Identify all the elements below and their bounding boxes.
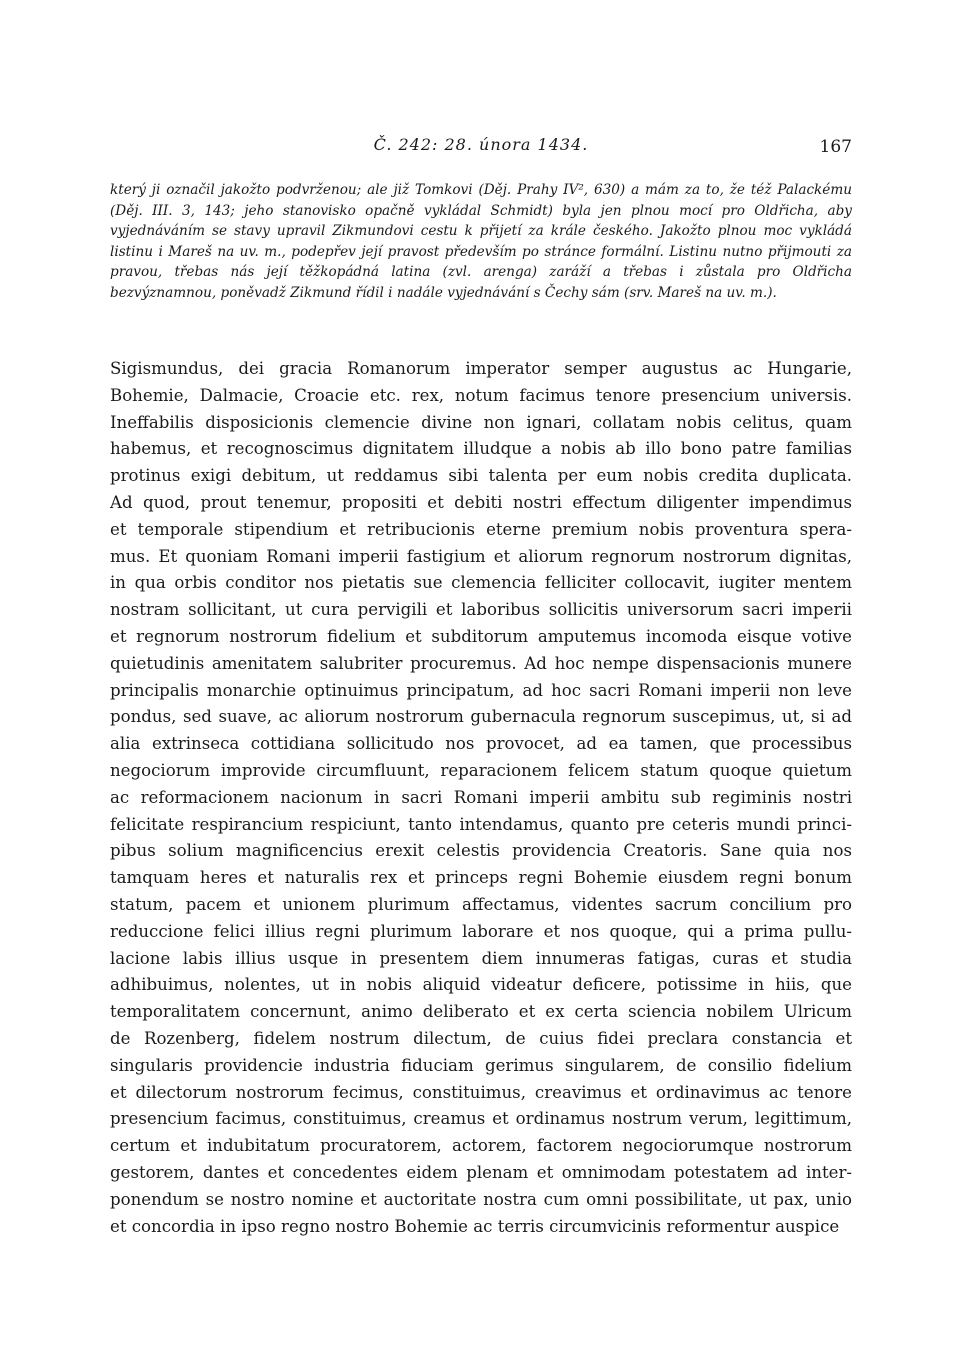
body-line: adhibuimus, nolentes, ut in nobis aliquid videatur deficere, potissime in hiis, que bbox=[110, 975, 852, 995]
body-line: Bohemie, Dalmacie, Croacie etc. rex, notum facimus tenore presencium universis. bbox=[110, 385, 852, 405]
body-line: tamquam heres et naturalis rex et princeps regni Bohemie eiusdem regni bonum bbox=[110, 868, 852, 888]
body-line: alia extrinseca cottidiana sollicitudo nos provocet, ad ea tamen, que processibus bbox=[110, 734, 852, 754]
body-line: negociorum improvide circumfluunt, reparacionem felicem statum quoque quietum bbox=[110, 760, 852, 780]
body-line: et regnorum nostrorum fidelium et subditorum amputemus incomoda eisque votive bbox=[110, 626, 852, 646]
body-line: presencium facimus, constituimus, creamus et ordinamus nostrum verum, legittimum, bbox=[110, 1109, 852, 1129]
body-line: singularis providencie industria fiduciam gerimus singularem, de consilio fidelium bbox=[110, 1055, 852, 1075]
document-body bbox=[110, 356, 852, 1240]
body-line: gestorem, dantes et concedentes eidem plenam et omnimodam potestatem ad inter- bbox=[110, 1162, 852, 1182]
body-line: quietudinis amenitatem salubriter procuremus. Ad hoc nempe dispensacionis munere bbox=[110, 653, 852, 673]
body-line: et concordia in ipso regno nostro Bohemie ac terris circumvicinis reformentur auspice bbox=[110, 1216, 840, 1236]
body-line: reduccione felici illius regni plurimum laborare et nos quoque, qui a prima pullu- bbox=[110, 921, 852, 941]
body-line: Ineffabilis disposicionis clemencie divine non ignari, collatam nobis celitus, quam bbox=[110, 412, 852, 432]
body-line: et dilectorum nostrorum fecimus, constituimus, creavimus et ordinavimus ac tenore bbox=[110, 1082, 852, 1102]
body-line: lacione labis illius usque in presentem diem innumeras fatigas, curas et studia bbox=[110, 948, 852, 968]
body-line: protinus exigi debitum, ut reddamus sibi talenta per eum nobis credita duplicata. bbox=[110, 466, 852, 486]
body-line: mus. Et quoniam Romani imperii fastigium et aliorum regnorum nostrorum dignitas, bbox=[110, 546, 852, 566]
body-line: et temporale stipendium et retribucionis eterne premium nobis proventura spera- bbox=[110, 519, 852, 539]
body-line: certum et indubitatum procuratorem, actorem, factorem negociorumque nostrorum bbox=[110, 1136, 852, 1156]
body-line: pondus, sed suave, ac aliorum nostrorum gubernacula regnorum suscepimus, ut, si ad bbox=[110, 707, 852, 727]
editorial-commentary: který ji označil jakožto podvrženou; ale již Tomkovi (Děj. Prahy IV², 630) a mám za to, že též Palackému (Děj. III. 3, 143; jeho stanovisko opačně vykládal Schmidt) byla jen plnou mocí pro Oldřicha, aby vyjednáváním se stavy upravil Zikmundovi cestu k přijetí za krále českého. Jakožto plnou moc vykládá listinu i Mareš na uv. m., podepřev její pravost především po stránce formální. Listinu nutno přijmouti za pravou, třebas nás její těžkopádná latina (zvl. arenga) zaráží a třebas i zůstala pro Oldřicha bezvýznamnou, poněvadž Zikmund řídil i nadále vyjednávání s Čechy sám (srv. Mareš na uv. m.). bbox=[110, 182, 852, 301]
body-line: de Rozenberg, fidelem nostrum dilectum, de cuius fidei preclara constancia et bbox=[110, 1028, 852, 1048]
body-line: statum, pacem et unionem plurimum affectamus, videntes sacrum concilium pro bbox=[110, 894, 852, 914]
body-line: principalis monarchie optinuimus principatum, ad hoc sacri Romani imperii non leve bbox=[110, 680, 852, 700]
body-line: ac reformacionem nacionum in sacri Romani imperii ambitu sub regiminis nostri bbox=[110, 787, 852, 807]
running-header bbox=[110, 133, 852, 163]
running-title: Č. 242: 28. února 1434. bbox=[373, 135, 589, 154]
body-line: habemus, et recognoscimus dignitatem illudque a nobis ab illo bono patre familias bbox=[110, 439, 852, 459]
body-line: in qua orbis conditor nos pietatis sue clemencia felliciter collocavit, iugiter mentem bbox=[110, 573, 852, 593]
body-line: pibus solium magnificencius erexit celestis providencia Creatoris. Sane quia nos bbox=[110, 841, 852, 861]
body-line: nostram sollicitant, ut cura pervigili et laboribus sollicitis universorum sacri imperii bbox=[110, 600, 852, 620]
page-number: 167 bbox=[819, 137, 852, 157]
body-line: Ad quod, prout tenemur, propositi et debiti nostri effectum diligenter impendimus bbox=[110, 492, 852, 512]
body-line: ponendum se nostro nomine et auctoritate nostra cum omni possibilitate, ut pax, unio bbox=[110, 1189, 852, 1209]
body-line: temporalitatem concernunt, animo deliberato et ex certa sciencia nobilem Ulricum bbox=[110, 1002, 852, 1022]
body-line: Sigismundus, dei gracia Romanorum imperator semper augustus ac Hungarie, bbox=[110, 359, 852, 378]
body-line: felicitate respirancium respiciunt, tanto intendamus, quanto pre ceteris mundi princi- bbox=[110, 814, 852, 834]
